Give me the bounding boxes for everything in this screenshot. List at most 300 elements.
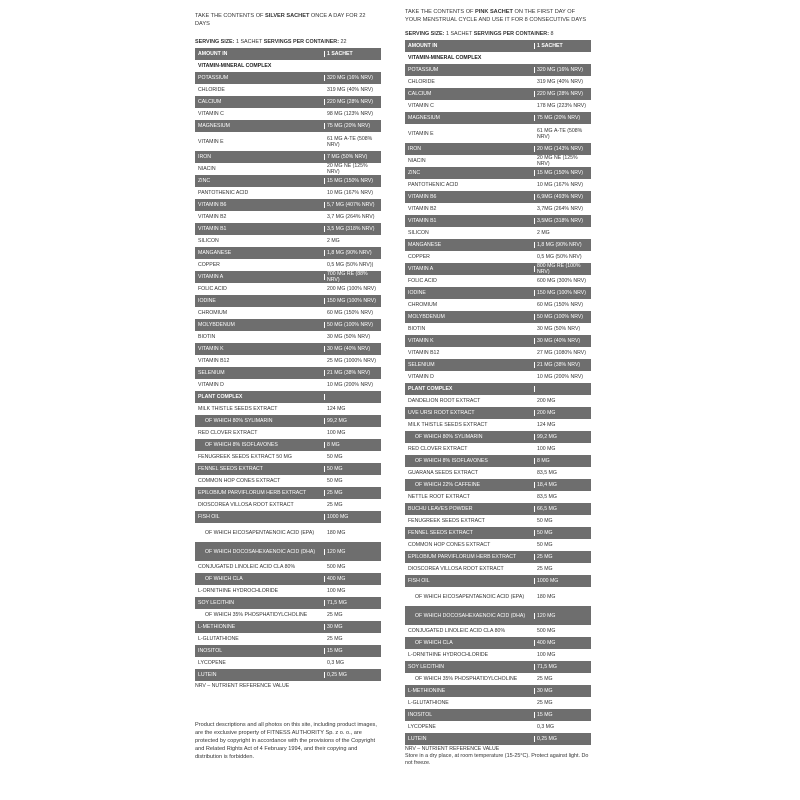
ingredient-amount: 50 MG bbox=[327, 454, 343, 460]
ingredient-amount: 2 MG bbox=[537, 230, 550, 236]
table-row bbox=[405, 467, 591, 479]
ingredient-amount: 1,8 MG (90% NRV) bbox=[537, 242, 582, 248]
table-row bbox=[405, 709, 591, 721]
ingredient-amount: 25 MG bbox=[327, 490, 343, 496]
ingredient-name: PANTOTHENIC ACID bbox=[198, 190, 249, 196]
ingredient-name: OF WHICH 8% ISOFLAVONES bbox=[405, 458, 535, 464]
header-amount: AMOUNT IN bbox=[195, 51, 325, 57]
ingredient-amount: 15 MG (150% NRV) bbox=[327, 178, 374, 184]
ingredient-name: SELENIUM bbox=[195, 370, 325, 376]
ingredient-amount: 3,7 MG (264% NRV) bbox=[327, 214, 375, 220]
ingredient-name: L-METHIONINE bbox=[195, 624, 325, 630]
ingredient-amount: 50 MG bbox=[537, 542, 553, 548]
table-row bbox=[405, 112, 591, 124]
ingredient-amount: 30 ΜG (40% NRV) bbox=[537, 338, 581, 344]
ingredient-amount: 0,3 MG bbox=[537, 724, 555, 730]
table-row bbox=[195, 235, 381, 247]
ingredient-name: SELENIUM bbox=[405, 362, 535, 368]
ingredient-name: VITAMIN D bbox=[408, 374, 434, 380]
ingredient-name: VITAMIN-MINERAL COMPLEX bbox=[408, 55, 482, 61]
ingredient-name: CHROMIUM bbox=[408, 302, 438, 308]
ingredient-name: LUTEIN bbox=[195, 672, 325, 678]
ingredient-amount: 50 MG bbox=[537, 518, 553, 524]
table-row bbox=[195, 132, 381, 151]
table-row bbox=[405, 455, 591, 467]
ingredient-name: NIACIN bbox=[408, 158, 426, 164]
table-row bbox=[195, 415, 381, 427]
ingredient-amount: 21 ΜG (38% NRV) bbox=[327, 370, 371, 376]
table-row bbox=[195, 223, 381, 235]
table-row bbox=[405, 637, 591, 649]
table-row bbox=[405, 143, 591, 155]
table-row bbox=[405, 685, 591, 697]
table-row bbox=[405, 359, 591, 371]
table-row bbox=[405, 371, 591, 383]
ingredient-name: COMMON HOP CONES EXTRACT bbox=[198, 478, 281, 484]
header-serving: 1 SACHET bbox=[327, 51, 353, 57]
ingredient-amount: 319 MG (40% NRV) bbox=[327, 87, 374, 93]
table-row bbox=[405, 407, 591, 419]
table-row bbox=[195, 542, 381, 561]
table-row bbox=[405, 661, 591, 673]
ingredient-amount: 30 ΜG (50% NRV) bbox=[537, 326, 581, 332]
ingredient-name: IODINE bbox=[195, 298, 325, 304]
table-row bbox=[195, 355, 381, 367]
silver-nrv-note: NRV – NUTRIENT REFERENCE VALUE bbox=[195, 683, 290, 689]
ingredient-amount: 30 ΜG (50% NRV) bbox=[327, 334, 371, 340]
ingredient-name: NETTLE ROOT EXTRACT bbox=[408, 494, 470, 500]
section-heading bbox=[195, 391, 381, 403]
ingredient-name: VITAMIN K bbox=[195, 346, 325, 352]
ingredient-amount: 1,8 MG (90% NRV) bbox=[327, 250, 372, 256]
ingredient-amount: 25 MG bbox=[537, 676, 553, 682]
ingredient-amount: 500 MG bbox=[327, 564, 346, 570]
section-heading bbox=[405, 383, 591, 395]
silver-sachet-column bbox=[195, 12, 381, 690]
table-row bbox=[195, 307, 381, 319]
pink-intro: TAKE THE CONTENTS OF PINK SACHET ON THE FIRST DAY OF YOUR MENSTRUAL CYCLE AND USE IT FOR 8 CONSECUTIVE DAYS bbox=[405, 9, 587, 23]
ingredient-name: FOLIC ACID bbox=[408, 278, 437, 284]
table-row bbox=[405, 227, 591, 239]
ingredient-name: FENUGREEK SEEDS EXTRACT bbox=[408, 518, 485, 524]
ingredient-name: MILK THISTLE SEEDS EXTRACT bbox=[408, 422, 488, 428]
ingredient-amount: 10 MG (167% NRV) bbox=[537, 182, 584, 188]
ingredient-amount: 60 ΜG (150% NRV) bbox=[537, 302, 584, 308]
ingredient-amount: 15 MG (150% NRV) bbox=[537, 170, 584, 176]
table-row bbox=[195, 379, 381, 391]
table-row bbox=[195, 669, 381, 681]
section-heading bbox=[195, 60, 381, 72]
ingredient-amount: 83,5 MG bbox=[537, 494, 557, 500]
ingredient-amount: 2 MG bbox=[327, 238, 340, 244]
ingredient-amount: 120 MG bbox=[327, 548, 346, 555]
ingredient-amount: 124 MG bbox=[537, 422, 556, 428]
table-row bbox=[195, 487, 381, 499]
ingredient-amount: 0,5 MG (50% NRV) bbox=[537, 254, 582, 260]
ingredient-amount: 319 MG (40% NRV) bbox=[537, 79, 584, 85]
table-row bbox=[195, 199, 381, 211]
ingredient-amount: 99,2 MG bbox=[537, 434, 557, 440]
ingredient-amount: 400 MG bbox=[537, 640, 556, 646]
table-row bbox=[405, 100, 591, 112]
table-row bbox=[195, 187, 381, 199]
ingredient-amount: 220 MG (28% NRV) bbox=[537, 91, 584, 97]
ingredient-amount: 0,25 MG bbox=[327, 672, 347, 678]
ingredient-name: UVE URSI ROOT EXTRACT bbox=[405, 410, 535, 416]
table-row bbox=[405, 299, 591, 311]
ingredient-amount: 20 MG (143% NRV) bbox=[537, 146, 584, 152]
ingredient-amount: 71,5 MG bbox=[327, 600, 347, 606]
ingredient-name: EPILOBIUM PARVIFLORUM HERB EXTRACT bbox=[195, 490, 325, 496]
table-row bbox=[405, 431, 591, 443]
table-row bbox=[195, 175, 381, 187]
ingredient-name: OF WHICH 80% SYLIMARIN bbox=[195, 418, 325, 424]
ingredient-amount: 18,4 MG bbox=[537, 482, 557, 488]
ingredient-amount: 61 MG Α-TE (508% NRV) bbox=[537, 127, 583, 140]
ingredient-amount: 200 ΜG (100% NRV) bbox=[327, 286, 376, 292]
ingredient-amount: 50 ΜG (100% NRV) bbox=[327, 322, 374, 328]
table-row bbox=[405, 527, 591, 539]
table-row bbox=[405, 575, 591, 587]
ingredient-name: INOSITOL bbox=[405, 712, 535, 718]
table-row bbox=[195, 439, 381, 451]
ingredient-name: INOSITOL bbox=[195, 648, 325, 654]
ingredient-name: MOLYBDENUM bbox=[195, 322, 325, 328]
ingredient-amount: 25 MG bbox=[327, 612, 343, 618]
table-row bbox=[195, 151, 381, 163]
ingredient-name: OF WHICH 35% PHOSPHATIDYLCHOLINE bbox=[415, 676, 518, 682]
ingredient-amount: 700 ΜG RE (88% NRV) bbox=[327, 271, 368, 283]
ingredient-amount: 75 MG (20% NRV) bbox=[327, 123, 371, 129]
ingredient-name: L-GLUTATHIONE bbox=[408, 700, 449, 706]
table-row bbox=[195, 295, 381, 307]
table-row bbox=[195, 523, 381, 542]
table-row bbox=[405, 191, 591, 203]
ingredient-amount: 25 MG bbox=[537, 566, 553, 572]
ingredient-amount: 150 ΜG (100% NRV) bbox=[327, 298, 376, 304]
ingredient-name: POTASSIUM bbox=[405, 67, 535, 73]
silver-intro: TAKE THE CONTENTS OF SILVER SACHET ONCE A DAY FOR 22 DAYS bbox=[195, 13, 366, 27]
ingredient-name: VITAMIN B12 bbox=[198, 358, 230, 364]
ingredient-name: CONJUGATED LINOLEIC ACID CLA 80% bbox=[408, 628, 506, 634]
table-row bbox=[195, 403, 381, 415]
ingredient-name: ZINC bbox=[405, 170, 535, 176]
table-row bbox=[195, 585, 381, 597]
pink-nutrition-table bbox=[405, 40, 591, 745]
table-row bbox=[405, 515, 591, 527]
ingredient-amount: 3,5MG (318% NRV) bbox=[537, 218, 584, 224]
ingredient-amount: 0,5 MG (50% NRV)) bbox=[327, 262, 374, 268]
table-row bbox=[405, 395, 591, 407]
ingredient-amount: 320 MG (16% NRV) bbox=[537, 67, 584, 73]
ingredient-amount: 124 MG bbox=[327, 406, 346, 412]
table-row bbox=[405, 443, 591, 455]
ingredient-name: DIOSCOREA VILLOSA ROOT EXTRACT bbox=[198, 502, 294, 508]
ingredient-name: OF WHICH 80% SYLIMARIN bbox=[405, 434, 535, 440]
ingredient-amount: 180 MG bbox=[327, 529, 346, 536]
ingredient-amount: 25 MG bbox=[327, 636, 343, 642]
table-row bbox=[405, 491, 591, 503]
ingredient-amount: 100 MG bbox=[537, 446, 556, 452]
ingredient-name: EPILOBIUM PARVIFLORUM HERB EXTRACT bbox=[405, 554, 535, 560]
table-row bbox=[405, 263, 591, 275]
ingredient-name: OF WHICH CLA bbox=[195, 576, 325, 582]
ingredient-name: FISH OIL bbox=[195, 514, 325, 520]
ingredient-name: CALCIUM bbox=[195, 99, 325, 105]
silver-serving: SERVING SIZE: 1 SACHET SERVINGS PER CONTAINER: 22 bbox=[195, 39, 347, 45]
ingredient-name: COMMON HOP CONES EXTRACT bbox=[408, 542, 491, 548]
table-row bbox=[195, 247, 381, 259]
ingredient-name: VITAMIN B6 bbox=[195, 202, 325, 208]
ingredient-name: LYCOPENE bbox=[408, 724, 436, 730]
ingredient-name: OF WHICH 8% ISOFLAVONES bbox=[195, 442, 325, 448]
ingredient-amount: 8 MG bbox=[327, 442, 340, 448]
ingredient-amount: 25 ΜG (1000% NRV) bbox=[327, 358, 376, 364]
ingredient-name: OF WHICH DOCOSAHEXAENOIC ACID (DHA) bbox=[195, 549, 325, 555]
ingredient-name: OF WHICH CLA bbox=[405, 640, 535, 646]
table-row bbox=[405, 539, 591, 551]
ingredient-name: SOY LECITHIN bbox=[195, 600, 325, 606]
ingredient-amount: 99,2 MG bbox=[327, 418, 347, 424]
ingredient-name: VITAMIN A bbox=[195, 274, 325, 280]
ingredient-name: PLANT COMPLEX bbox=[195, 394, 325, 400]
ingredient-name: CHROMIUM bbox=[198, 310, 228, 316]
table-row bbox=[405, 347, 591, 359]
ingredient-name: RED CLOVER EXTRACT bbox=[198, 430, 258, 436]
ingredient-name: OF WHICH EICOSAPENTAENOIC ACID (EPA) bbox=[205, 529, 315, 536]
ingredient-amount: 150 ΜG (100% NRV) bbox=[537, 290, 586, 296]
ingredient-name: PANTOTHENIC ACID bbox=[408, 182, 459, 188]
ingredient-name: L-GLUTATHIONE bbox=[198, 636, 239, 642]
ingredient-name: COPPER bbox=[408, 254, 430, 260]
ingredient-amount: 50 MG bbox=[327, 478, 343, 484]
ingredient-amount: 61 MG Α-TE (508% NRV) bbox=[327, 135, 373, 148]
ingredient-name: GUARANA SEEDS EXTRACT bbox=[408, 470, 479, 476]
table-row bbox=[195, 657, 381, 669]
copyright-notice: Product descriptions and all photos on this site, including product images, are the exclusive property of FITNESS AUTHORITY Sp. z o. o., are protected by copyright in accordance with the provisions of the Copyright and Related Rights Act of 4 February 1994, and their copying and distribution is forbidden. bbox=[195, 722, 377, 760]
table-row bbox=[405, 551, 591, 563]
header-serving: 1 SACHET bbox=[537, 43, 563, 49]
ingredient-amount: 66,5 MG bbox=[537, 506, 557, 512]
ingredient-name: BIOTIN bbox=[408, 326, 426, 332]
ingredient-amount: 30 MG bbox=[327, 624, 343, 630]
ingredient-name: VITAMIN E bbox=[408, 130, 434, 137]
ingredient-amount: 0,3 MG bbox=[327, 660, 345, 666]
ingredient-name: FISH OIL bbox=[405, 578, 535, 584]
table-row bbox=[405, 479, 591, 491]
table-row bbox=[195, 211, 381, 223]
table-row bbox=[195, 163, 381, 175]
ingredient-name: VITAMIN B1 bbox=[405, 218, 535, 224]
ingredient-amount: 0,25 MG bbox=[537, 736, 557, 742]
table-row bbox=[405, 625, 591, 637]
ingredient-name: POTASSIUM bbox=[195, 75, 325, 81]
ingredient-amount: 50 MG bbox=[327, 466, 343, 472]
table-row bbox=[195, 84, 381, 96]
ingredient-amount: 15 MG bbox=[537, 712, 553, 718]
ingredient-amount: 100 MG bbox=[327, 588, 346, 594]
ingredient-amount: 5,7 MG (407% NRV) bbox=[327, 202, 375, 208]
ingredient-name: DANDELION ROOT EXTRACT bbox=[408, 398, 481, 404]
silver-nutrition-table bbox=[195, 48, 381, 681]
table-header bbox=[195, 48, 381, 60]
table-row bbox=[405, 239, 591, 251]
ingredient-name: VITAMIN B1 bbox=[195, 226, 325, 232]
table-row bbox=[195, 573, 381, 585]
ingredient-name: LYCOPENE bbox=[198, 660, 226, 666]
ingredient-amount: 98 MG (123% NRV) bbox=[327, 111, 374, 117]
ingredient-name: PLANT COMPLEX bbox=[405, 386, 535, 392]
table-row bbox=[195, 72, 381, 84]
table-row bbox=[405, 733, 591, 745]
ingredient-name: CHLORIDE bbox=[198, 87, 225, 93]
ingredient-amount: 20 MG NE (125% NRV) bbox=[537, 155, 578, 167]
header-amount: AMOUNT IN bbox=[405, 43, 535, 49]
pink-sachet-column bbox=[405, 8, 591, 767]
ingredient-amount: 7 MG (50% NRV) bbox=[327, 154, 368, 160]
table-row bbox=[195, 343, 381, 355]
ingredient-name: VITAMIN C bbox=[198, 111, 224, 117]
pink-nrv-note: NRV – NUTRIENT REFERENCE VALUE bbox=[405, 746, 500, 752]
ingredient-name: SILICON bbox=[408, 230, 429, 236]
table-row bbox=[195, 283, 381, 295]
table-row bbox=[405, 419, 591, 431]
table-header bbox=[405, 40, 591, 52]
ingredient-amount: 3,5 MG (318% NRV) bbox=[327, 226, 375, 232]
ingredient-name: VITAMIN K bbox=[405, 338, 535, 344]
ingredient-amount: 27 ΜG (1080% NRV) bbox=[537, 350, 586, 356]
table-row bbox=[195, 120, 381, 132]
table-row bbox=[405, 251, 591, 263]
table-row bbox=[195, 561, 381, 573]
ingredient-name: IODINE bbox=[405, 290, 535, 296]
ingredient-amount: 320 MG (16% NRV) bbox=[327, 75, 374, 81]
ingredient-name: MOLYBDENUM bbox=[405, 314, 535, 320]
ingredient-amount: 10 MG (167% NRV) bbox=[327, 190, 374, 196]
ingredient-amount: 10 ΜG (200% NRV) bbox=[327, 382, 374, 388]
ingredient-name: MAGNESIUM bbox=[405, 115, 535, 121]
ingredient-amount: 500 MG bbox=[537, 628, 556, 634]
table-row bbox=[195, 367, 381, 379]
ingredient-amount: 25 MG bbox=[327, 502, 343, 508]
ingredient-name: BIOTIN bbox=[198, 334, 216, 340]
ingredient-amount: 10 ΜG (200% NRV) bbox=[537, 374, 584, 380]
ingredient-amount: 120 MG bbox=[537, 612, 556, 619]
ingredient-amount: 30 MG bbox=[537, 688, 553, 694]
ingredient-name: DIOSCOREA VILLOSA ROOT EXTRACT bbox=[408, 566, 504, 572]
ingredient-amount: 8 MG bbox=[537, 458, 550, 464]
ingredient-name: RED CLOVER EXTRACT bbox=[408, 446, 468, 452]
ingredient-name: OF WHICH DOCOSAHEXAENOIC ACID (DHA) bbox=[405, 613, 535, 619]
table-row bbox=[405, 155, 591, 167]
table-row bbox=[195, 463, 381, 475]
table-row bbox=[405, 167, 591, 179]
ingredient-name: CONJUGATED LINOLEIC ACID CLA 80% bbox=[198, 564, 296, 570]
ingredient-amount: 71,5 MG bbox=[537, 664, 557, 670]
table-row bbox=[405, 697, 591, 709]
table-row bbox=[195, 511, 381, 523]
ingredient-amount: 60 ΜG (150% NRV) bbox=[327, 310, 374, 316]
ingredient-name: VITAMIN B6 bbox=[405, 194, 535, 200]
ingredient-name: FENUGREEK SEEDS EXTRACT 50 MG bbox=[198, 454, 292, 460]
table-row bbox=[405, 606, 591, 625]
ingredient-name: CALCIUM bbox=[405, 91, 535, 97]
table-row bbox=[195, 609, 381, 621]
table-row bbox=[405, 287, 591, 299]
table-row bbox=[405, 563, 591, 575]
ingredient-name: VITAMIN C bbox=[408, 103, 434, 109]
ingredient-name: VITAMIN E bbox=[198, 138, 224, 145]
table-row bbox=[405, 76, 591, 88]
table-row bbox=[195, 331, 381, 343]
ingredient-amount: 178 MG (223% NRV) bbox=[537, 103, 586, 109]
table-row bbox=[405, 64, 591, 76]
ingredient-name: COPPER bbox=[198, 262, 220, 268]
table-row bbox=[405, 335, 591, 347]
ingredient-name: IRON bbox=[195, 154, 325, 160]
table-row bbox=[405, 179, 591, 191]
ingredient-name: BUCHU LEAVES POWDER bbox=[405, 506, 535, 512]
ingredient-amount: 25 MG bbox=[537, 700, 553, 706]
ingredient-amount: 6,9MG (493% NRV) bbox=[537, 194, 584, 200]
table-row bbox=[195, 271, 381, 283]
table-row bbox=[195, 96, 381, 108]
ingredient-amount: 600 ΜG (300% NRV) bbox=[537, 278, 586, 284]
ingredient-amount: 200 MG bbox=[537, 398, 556, 404]
ingredient-amount: 75 MG (20% NRV) bbox=[537, 115, 581, 121]
table-row bbox=[405, 649, 591, 661]
ingredient-amount: 25 MG bbox=[537, 554, 553, 560]
ingredient-amount: 50 ΜG (100% NRV) bbox=[537, 314, 584, 320]
table-row bbox=[195, 645, 381, 657]
ingredient-amount: 20 MG NE (125% NRV) bbox=[327, 163, 368, 175]
ingredient-name: CHLORIDE bbox=[408, 79, 435, 85]
ingredient-name: L-ORNITHINE HYDROCHLORIDE bbox=[198, 588, 279, 594]
ingredient-amount: 1000 MG bbox=[537, 578, 559, 584]
table-row bbox=[405, 311, 591, 323]
table-row bbox=[195, 475, 381, 487]
ingredient-name: SILICON bbox=[198, 238, 219, 244]
ingredient-amount: 1000 MG bbox=[327, 514, 349, 520]
ingredient-amount: 200 MG bbox=[537, 410, 556, 416]
ingredient-name: LUTEIN bbox=[405, 736, 535, 742]
table-row bbox=[195, 499, 381, 511]
table-row bbox=[405, 673, 591, 685]
pink-serving: SERVING SIZE: 1 SACHET SERVINGS PER CONTAINER: 8 bbox=[405, 31, 554, 37]
ingredient-name: SOY LECITHIN bbox=[405, 664, 535, 670]
ingredient-name: MANGANESE bbox=[195, 250, 325, 256]
ingredient-name: OF WHICH 35% PHOSPHATIDYLCHOLINE bbox=[205, 612, 308, 618]
ingredient-name: L-METHIONINE bbox=[405, 688, 535, 694]
ingredient-name: OF WHICH EICOSAPENTAENOIC ACID (EPA) bbox=[415, 593, 525, 600]
table-row bbox=[195, 319, 381, 331]
ingredient-name: MANGANESE bbox=[405, 242, 535, 248]
table-row bbox=[195, 259, 381, 271]
table-row bbox=[405, 88, 591, 100]
ingredient-amount: 100 MG bbox=[327, 430, 346, 436]
ingredient-amount: 21 ΜG (38% NRV) bbox=[537, 362, 581, 368]
storage-instructions: Store in a dry place, at room temperature (15-25°C). Protect against light. Do not freeze. bbox=[405, 753, 589, 766]
table-row bbox=[195, 597, 381, 609]
table-row bbox=[405, 215, 591, 227]
table-row bbox=[405, 323, 591, 335]
table-row bbox=[405, 275, 591, 287]
section-heading bbox=[405, 52, 591, 64]
ingredient-amount: 100 MG bbox=[537, 652, 556, 658]
ingredient-name: VITAMIN B2 bbox=[198, 214, 227, 220]
ingredient-amount: 30 ΜG (40% NRV) bbox=[327, 346, 371, 352]
ingredient-amount: 220 MG (28% NRV) bbox=[327, 99, 374, 105]
